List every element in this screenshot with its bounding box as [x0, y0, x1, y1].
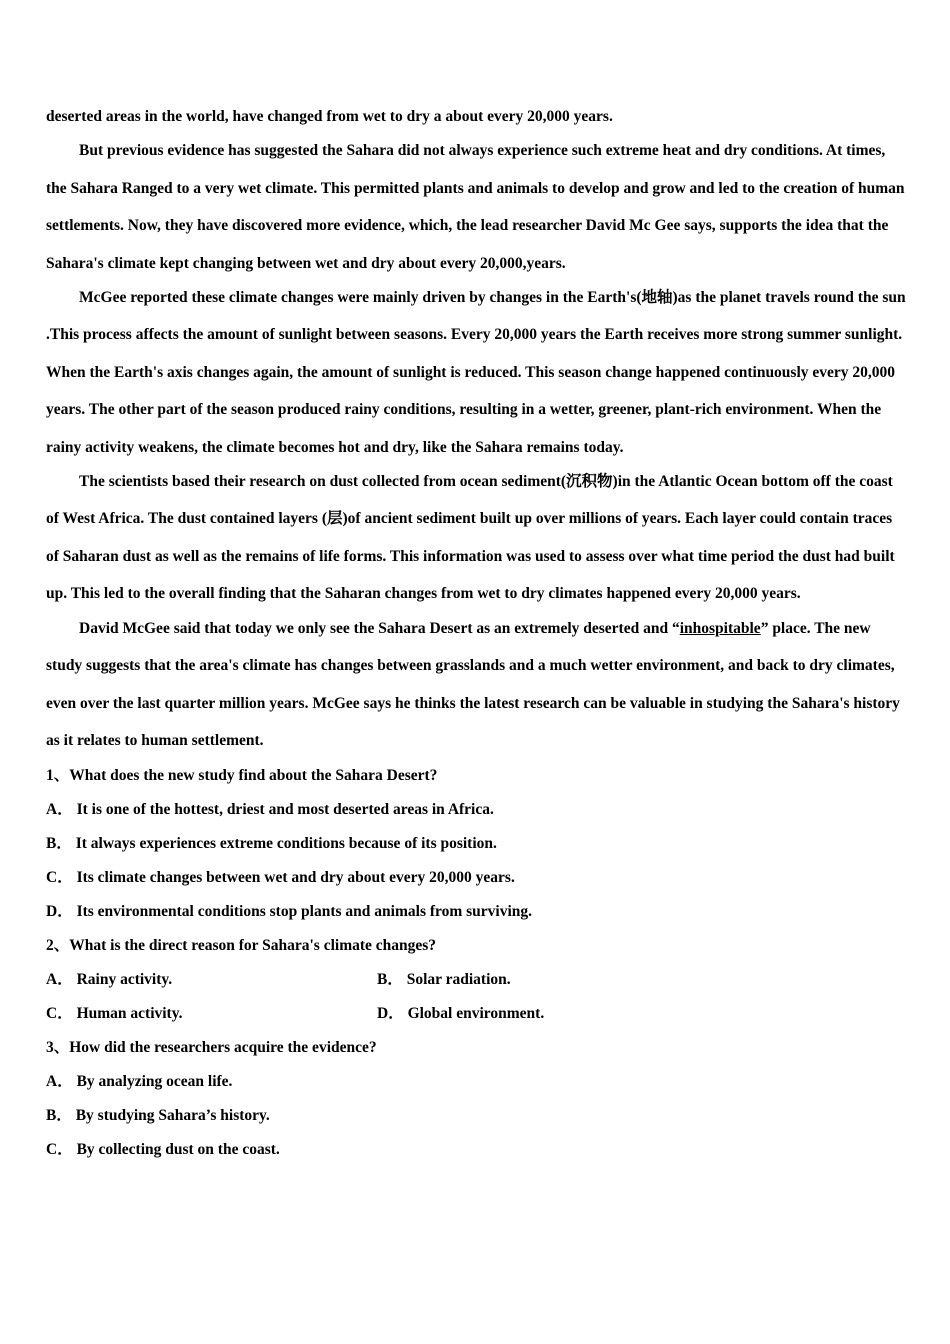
question-2 [46, 929, 908, 1031]
question-3 [46, 1031, 908, 1167]
question-1-option-a[interactable]: A． It is one of the hottest, driest and most deserted areas in Africa. [46, 801, 494, 819]
question-2-option-d[interactable]: D． Global environment. [377, 1005, 545, 1023]
document-content [46, 98, 908, 1167]
question-3-option-a[interactable]: A． By analyzing ocean life. [46, 1073, 233, 1091]
passage-paragraph-2: McGee reported these climate changes were mainly driven by changes in the Earth's(地轴)as the planet travels round the sun .This process affects the amount of sunlight between seasons. Every 20,000 years the Earth receives more strong summer sunlight. When the Earth's axis changes again, the amount of sunlight is reduced. This season change happened continuously every 20,000 years. The other part of the season produced rainy conditions, resulting in a wetter, greener, plant-rich environment. When the rainy activity weakens, the climate becomes hot and dry, like the Sahara remains today. [46, 289, 906, 456]
underlined-word: inhospitable [679, 619, 761, 637]
question-2-options-row-2 [46, 997, 908, 1031]
question-1-option-b[interactable]: B． It always experiences extreme conditions because of its position. [46, 835, 497, 853]
question-3-option-b[interactable]: B． By studying Sahara’s history. [46, 1107, 270, 1125]
paragraph-4-text-start: David McGee said that today we only see the Sahara Desert as an extremely deserted and “ [79, 619, 680, 637]
question-3-stem: 3、How did the researchers acquire the evidence? [46, 1039, 377, 1057]
question-2-option-c[interactable]: C． Human activity. [46, 1005, 183, 1023]
question-1-stem: 1、What does the new study find about the Sahara Desert? [46, 767, 438, 785]
passage-paragraph-0: deserted areas in the world, have changed from wet to dry a about every 20,000 years. [46, 108, 613, 125]
question-2-option-b[interactable]: B． Solar radiation. [377, 971, 511, 989]
paragraph-4-text-end: ” place. The new study suggests that the area's climate has changes between grasslands and a much wetter environment, and back to dry climates, even over the last quarter million years. McGee says he thinks the latest research can be valuable in studying the Sahara's history as it relates to human settlement. [46, 619, 900, 749]
question-1-option-d[interactable]: D． Its environmental conditions stop plants and animals from surviving. [46, 903, 533, 921]
question-2-option-a[interactable]: A． Rainy activity. [46, 971, 173, 989]
passage-paragraph-1: But previous evidence has suggested the Sahara did not always experience such extreme heat and dry conditions. At times, the Sahara Ranged to a very wet climate. This permitted plants and animals to develop and grow and led to the creation of human settlements. Now, they have discovered more evidence, which, the lead researcher David Mc Gee says, supports the idea that the Sahara's climate kept changing between wet and dry about every 20,000,years. [46, 142, 905, 272]
passage-paragraph-3: The scientists based their research on dust collected from ocean sediment(沉积物)in the Atlantic Ocean bottom off the coast of West Africa. The dust contained layers (层)of ancient sediment built up over millions of years. Each layer could contain traces of Saharan dust as well as the remains of life forms. This information was used to assess over what time period the dust had built up. This led to the overall finding that the Saharan changes from wet to dry climates happened every 20,000 years. [46, 473, 895, 603]
question-1-option-c[interactable]: C． Its climate changes between wet and dry about every 20,000 years. [46, 869, 515, 887]
question-1 [46, 759, 908, 929]
question-2-options-row-1 [46, 963, 908, 997]
question-2-stem: 2、What is the direct reason for Sahara's climate changes? [46, 937, 437, 955]
passage-paragraph-4 [46, 610, 908, 760]
question-3-option-c[interactable]: C． By collecting dust on the coast. [46, 1141, 280, 1159]
